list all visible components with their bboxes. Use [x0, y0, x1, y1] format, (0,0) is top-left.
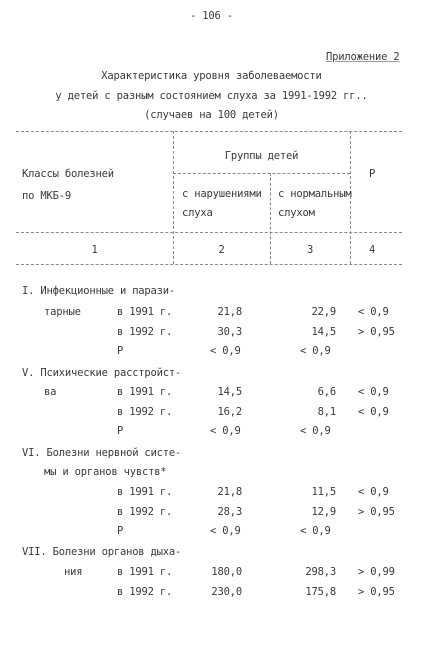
row-normal-value: 22,9: [311, 306, 336, 318]
row-year: в 1991 г.: [117, 566, 173, 578]
row-year: в 1992 г.: [117, 406, 173, 418]
header-impaired-1: с нарушениями: [182, 188, 262, 200]
row-year: в 1991 г.: [117, 486, 173, 498]
row-normal-p: < 0,9: [300, 525, 331, 537]
header-bottom-rule: [16, 232, 402, 233]
row-p-value: < 0,9: [358, 306, 389, 318]
row-p-value: > 0,99: [358, 566, 395, 578]
header-p: Р: [368, 168, 376, 180]
class-label-v-cont: ва: [44, 386, 57, 398]
row-impaired-value: 30,3: [217, 326, 242, 338]
row-p-value: < 0,9: [358, 386, 389, 398]
header-normal-2: слухом: [278, 207, 315, 219]
class-label-vi: VI. Болезни нервной систе-: [22, 447, 182, 459]
row-p-label: Р: [117, 345, 124, 357]
class-label-vi-cont: мы и органов чувств*: [44, 466, 167, 478]
row-impaired-p: < 0,9: [210, 345, 241, 357]
header-groups: Группы детей: [224, 150, 299, 162]
row-normal-p: < 0,9: [300, 425, 331, 437]
row-normal-value: 6,6: [317, 386, 336, 398]
row-normal-value: 12,9: [311, 506, 336, 518]
title-line-2: у детей с разным состоянием слуха за 1991-1992 гг..: [55, 90, 368, 102]
row-impaired-value: 28,3: [217, 506, 242, 518]
class-label-vii-cont: ния: [64, 566, 83, 578]
col-number-1: 1: [91, 244, 98, 256]
row-impaired-value: 21,8: [217, 486, 242, 498]
groups-under-rule: [173, 173, 350, 174]
class-label-i-cont: тарные: [44, 306, 81, 318]
header-classes-2: по МКБ-9: [22, 190, 71, 202]
row-year: в 1992 г.: [117, 326, 173, 338]
row-impaired-p: < 0,9: [210, 425, 241, 437]
col-number-2: 2: [218, 244, 225, 256]
page-number: - 106 -: [190, 10, 233, 22]
row-impaired-p: < 0,9: [210, 525, 241, 537]
row-year: в 1992 г.: [117, 586, 173, 598]
class-label-vii: VII. Болезни органов дыха-: [22, 546, 182, 558]
row-p-label: Р: [117, 425, 124, 437]
class-label-v: V. Психические расстройст-: [22, 367, 182, 379]
appendix-label: Приложение 2: [326, 51, 400, 63]
table-top-rule: [16, 131, 402, 132]
row-p-value: > 0,95: [358, 506, 395, 518]
row-normal-value: 14,5: [311, 326, 336, 338]
row-p-value: < 0,9: [358, 486, 389, 498]
row-impaired-value: 21,8: [217, 306, 242, 318]
row-p-value: > 0,95: [358, 586, 395, 598]
title-line-1: Характеристика уровня заболеваемости: [101, 70, 322, 82]
row-impaired-value: 16,2: [217, 406, 242, 418]
row-p-value: < 0,9: [358, 406, 389, 418]
row-normal-value: 11,5: [311, 486, 336, 498]
row-year: в 1991 г.: [117, 306, 173, 318]
title-line-3: (случаев на 100 детей): [144, 109, 279, 121]
numbers-bottom-rule: [16, 264, 402, 265]
row-p-value: > 0,95: [358, 326, 395, 338]
row-impaired-value: 180,0: [211, 566, 242, 578]
row-normal-value: 175,8: [305, 586, 336, 598]
row-p-label: Р: [117, 525, 124, 537]
col-number-3: 3: [306, 244, 314, 256]
header-impaired-2: слуха: [182, 207, 213, 219]
col-number-4: 4: [368, 244, 376, 256]
row-impaired-value: 230,0: [211, 586, 242, 598]
row-normal-value: 298,3: [305, 566, 336, 578]
row-year: в 1992 г.: [117, 506, 173, 518]
row-year: в 1991 г.: [117, 386, 173, 398]
row-impaired-value: 14,5: [217, 386, 242, 398]
row-normal-value: 8,1: [317, 406, 336, 418]
row-normal-p: < 0,9: [300, 345, 331, 357]
class-label-i: I. Инфекционные и парази-: [22, 285, 176, 297]
header-normal-1: с нормальным: [278, 188, 352, 200]
header-classes-1: Классы болезней: [22, 168, 114, 180]
